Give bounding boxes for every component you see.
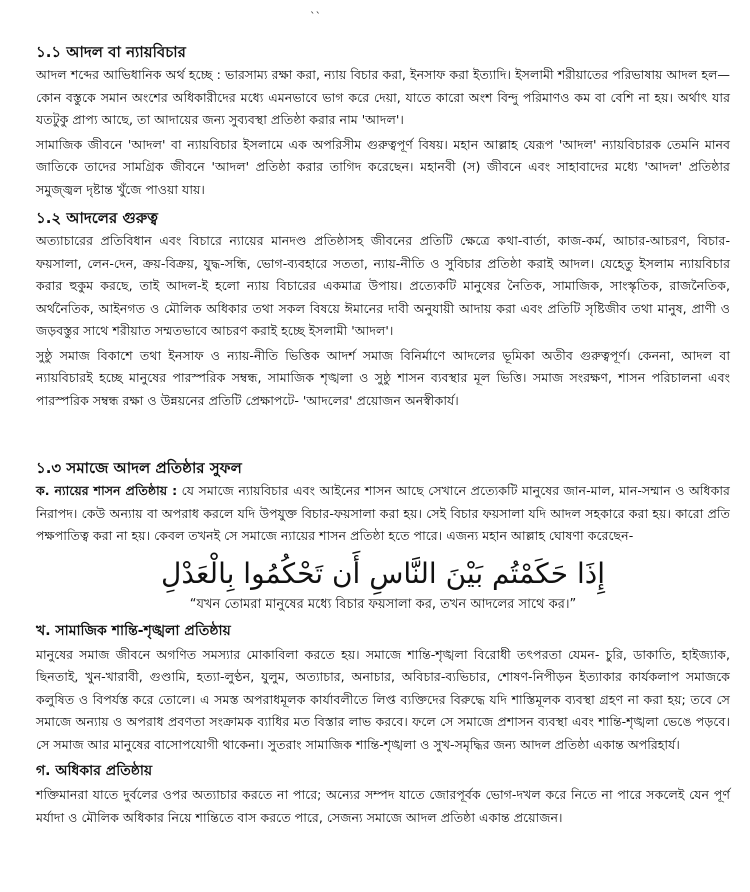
page-top-mark: ``: [310, 10, 321, 23]
section-heading-1-2: ১.২ আদলের গুরুত্ব: [36, 209, 158, 227]
subsection-heading-kha: খ. সামাজিক শান্তি-শৃঙ্খলা প্রতিষ্ঠায়: [36, 622, 231, 639]
paragraph-definition: আদল শব্দের আভিধানিক অর্থ হচ্ছে : ভারসাম্য রক্ষা করা, ন্যায় বিচার করা, ইনসাফ করা ইত্যাদি। ইসলামী শরীয়াতের পরিভাষায় আদল হল— কোন বস্তুকে সমান অংশের অধিকারীদের মধ্যে এমনভাবে ভাগ করে দেয়া, যাতে কারো অংশ বিন্দু পরিমাণও কম বা বেশি না হয়। অর্থাৎ যার যতটুকু প্রাপ্য আছে, তা আদায়ের জন্য সুব্যবস্থা প্রতিষ্ঠা করার নাম 'আদল'।: [36, 67, 730, 127]
arabic-verse: إِذَا حَكَمْتُم بَيْنَ النَّاسِ أَن تَحْكُمُوا بِالْعَدْلِ: [160, 556, 605, 590]
paragraph-rule-of-justice: [36, 480, 730, 548]
paragraph-social-life: সামাজিক জীবনে 'আদল' বা ন্যায়বিচার ইসলামে এক অপরিসীম গুরুত্বপূর্ণ বিষয়। মহান আল্লাহ যেরূপ 'আদল' ন্যায়বিচারক তেমনি মানব জাতিকে তাদের সামগ্রিক জীবনে 'আদল' প্রতিষ্ঠা করার তাগিদ করেছেন। মহানবী (স) জীবনে এবং সাহাবাদের মধ্যে 'আদল' প্রতিষ্ঠার সমুজ্জ্বল দৃষ্টান্ত খুঁজে পাওয়া যায়।: [36, 136, 730, 197]
section-heading-1-3: ১.৩ সমাজে আদল প্রতিষ্ঠার সুফল: [36, 459, 242, 477]
paragraph-importance: অত্যাচারের প্রতিবিধান এবং বিচারে ন্যায়ের মানদণ্ড প্রতিষ্ঠাসহ জীবনের প্রতিটি ক্ষেত্রে কথা-বার্তা, কাজ-কর্ম, আচার-আচরণ, বিচার-ফয়সালা, লেন-দেন, ক্রয়-বিক্রয়, যুদ্ধ-সন্ধি, ভোগ-ব্যবহারে সততা, ন্যায়-নীতি ও সুবিচার প্রতিষ্ঠা করাই আদল। যেহেতু ইসলাম ন্যায়বিচার করার হুকুম করছে, তাই আদল-ই হলো ন্যায় বিচারের একমাত্র উপায়। প্রত্যেকটি মানুষের নৈতিক, সামাজিক, সাংস্কৃতিক, রাজনৈতিক, অর্থনৈতিক, আইনগত ও মৌলিক অধিকার তথা সকল বিষয়ে ঈমানের দাবী অনুযায়ী আদায় করা এবং প্রতিটি সৃষ্টিজীব তথা মানুষ, প্রাণী ও জড়বস্তুর সাথে শরীয়াত সম্মতভাবে আচরণ করাই হচ্ছে ইসলামী 'আদল'।: [36, 233, 730, 338]
section-adl-definition: [36, 42, 730, 201]
section-adl-benefits: [36, 458, 730, 829]
subsection-heading-ga: গ. অধিকার প্রতিষ্ঠায়: [36, 763, 153, 779]
subsection-label-ka: ক. ন্যায়ের শাসন প্রতিষ্ঠায় :: [36, 483, 178, 498]
verse-translation: “যখন তোমরা মানুষের মধ্যে বিচার ফয়সালা কর, তখন আদলের সাথে কর।”: [189, 596, 577, 612]
paragraph-rule-of-justice-text: যে সমাজে ন্যায়বিচার এবং আইনের শাসন আছে সেখানে প্রত্যেকটি মানুষের জান-মাল, মান-সম্মান ও অধিকার নিরাপদ। কেউ অন্যায় বা অপরাধ করলে যদি উপযুক্ত বিচার-ফয়সালা করা হয়। সেই বিচার ফয়সালা যদি আদল সহকারে করা হয়। কারো প্রতি পক্ষপাতিত্ব করা না হয়। কেবল তখনই সে সমাজে ন্যায়ের শাসন প্রতিষ্ঠা হতে পারে। এজন্য মহান আল্লাহ ঘোষণা করেছেন-: [36, 483, 730, 543]
paragraph-social-order: মানুষের সমাজ জীবনে অগণিত সমস্যার মোকাবিলা করতে হয়। সমাজে শান্তি-শৃঙ্খলা বিরোধী তৎপরতা যেমন- চুরি, ডাকাতি, হাইজ্যাক, ছিনতাই, খুন-খারাবী, গুণ্ডামি, হত্যা-লুণ্ঠন, যুলুম, অত্যাচার, অনাচার, অবিচার-ব্যভিচার, শোষণ-নিপীড়ন ইত্যাকার কার্যকলাপ সমাজকে কলুষিত ও বিপর্যস্ত করে তোলে। এ সমস্ত অপরাধমূলক কার্যাবলীতে লিপ্ত ব্যক্তিদের বিরুদ্ধে যদি শাস্তিমূলক ব্যবস্থা গ্রহণ না করা হয়; তবে সে সমাজে অন্যায় ও অপরাধ প্রবণতা সংক্রামক ব্যাধির মত বিস্তার লাভ করবে। ফলে সে সমাজে প্রশাসন ব্যবস্থা এবং শান্তি-শৃঙ্খলা ভেঙে পড়বে। সে সমাজ আর মানুষের বাসোপযোগী থাকেনা। সুতরাং সামাজিক শান্তি-শৃঙ্খলা ও সুখ-সমৃদ্ধির জন্য আদল প্রতিষ্ঠা একান্ত অপরিহার্য।: [36, 646, 730, 752]
section-adl-importance: [36, 208, 730, 412]
paragraph-society-development: সুষ্ঠু সমাজ বিকাশে তথা ইনসাফ ও ন্যায়-নীতি ভিত্তিক আদর্শ সমাজ বিনির্মাণে আদলের ভূমিকা অতীব গুরুত্বপূর্ণ। কেননা, আদল বা ন্যায়বিচারই হচ্ছে মানুষের পারস্পরিক সম্বন্ধ, সামাজিক শৃঙ্খলা ও সুষ্ঠু শাসন ব্যবস্থার মূল ভিত্তি। সমাজ সংরক্ষণ, শাসন পরিচালনা এবং পারস্পরিক সম্বন্ধ রক্ষা ও উন্নয়নের প্রতিটি প্রেক্ষাপটে- 'আদলের' প্রয়োজন অনস্বীকার্য।: [36, 347, 730, 408]
paragraph-rights: শক্তিমানরা যাতে দুর্বলের ওপর অত্যাচার করতে না পারে; অন্যের সম্পদ যাতে জোরপূর্বক ভোগ-দখল করে নিতে না পারে সকলেই যেন পূর্ণ মর্যাদা ও মৌলিক অধিকার নিয়ে শান্তিতে বাস করতে পারে, সেজন্য সমাজে আদল প্রতিষ্ঠা একান্ত প্রয়োজন।: [36, 787, 730, 825]
section-heading-1-1: ১.১ আদল বা ন্যায়বিচার: [36, 43, 186, 61]
